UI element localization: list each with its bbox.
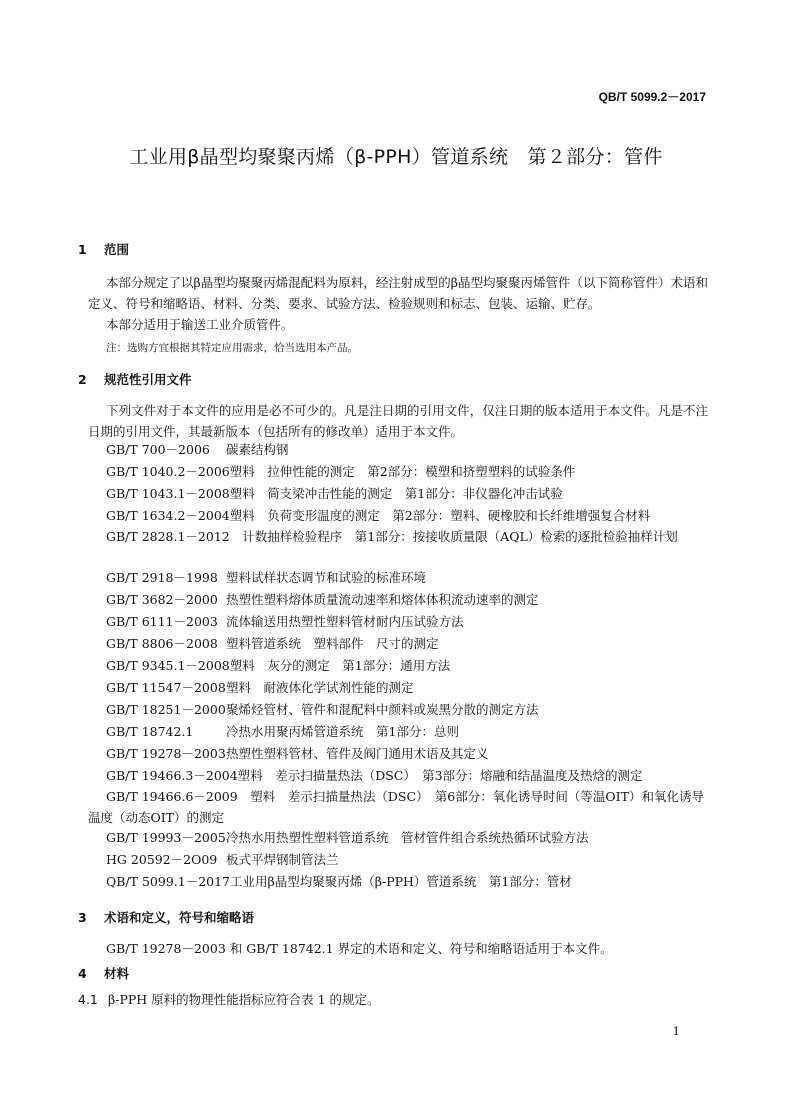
reference-item: GB/T 6111－2003 流体输送用热塑性塑料管材耐内压试验方法: [106, 614, 464, 629]
reference-item: GB/T 3682－2000 热塑性塑料熔体质量流动速率和熔体体积流动速率的测定: [106, 592, 539, 607]
reference-item: GB/T 9345.1－2008塑料 灰分的测定 第1部分：通用方法: [106, 658, 451, 673]
section-2-heading: [78, 370, 192, 388]
section-title: 材料: [104, 966, 130, 981]
section-number: 2: [78, 372, 87, 387]
subsection-4-1: [78, 990, 380, 1008]
page-number: 1: [672, 1024, 680, 1038]
section-title: 规范性引用文件: [104, 372, 192, 387]
reference-item: GB/T 19466.3－2004塑料 差示扫描量热法（DSC） 第3部分：熔融和结晶温度及热焓的测定: [106, 768, 643, 783]
reference-item: GB/T 2918－1998 塑料试样状态调节和试验的标准环境: [106, 570, 427, 585]
reference-item: HG 20592－2O09 板式平焊钢制管法兰: [106, 852, 339, 867]
section-title: 范围: [104, 242, 130, 257]
subsection-number: 4.1: [78, 992, 98, 1007]
reference-item: GB/T 19466.6－2009 塑料 差示扫描量热法（DSC） 第6部分：氧化诱导时间（等温OIT）和氧化诱导温度（动态OIT）的测定: [88, 789, 704, 825]
section-title: 术语和定义，符号和缩略语: [104, 910, 255, 925]
section-number: 1: [78, 242, 87, 257]
document-code: QB/T 5099.2－2017: [598, 90, 706, 104]
reference-item: GB/T 8806－2008 塑料管道系统 塑料部件 尺寸的测定: [106, 636, 439, 651]
reference-item: GB/T 18251－2000聚烯烃管材、管件和混配料中颜料或炭黑分散的测定方法: [106, 702, 539, 717]
section-3-paragraph: GB/T 19278－2003 和 GB/T 18742.1 界定的术语和定义、符号和缩略语适用于本文件。: [106, 941, 613, 956]
section-2-intro: 下列文件对于本文件的应用是必不可少的。凡是注日期的引用文件，仅注日期的版本适用于本文件。凡是不注日期的引用文件，其最新版本（包括所有的修改单）适用于本文件。: [88, 403, 708, 439]
reference-item: GB/T 11547－2008塑料 耐液体化学试剂性能的测定: [106, 680, 414, 695]
reference-item: QB/T 5099.1－2017工业用β晶型均聚聚丙烯（β-PPH）管道系统 第1部分：管材: [106, 874, 572, 889]
section-1-paragraph-2: 本部分适用于输送工业介质管件。: [106, 317, 294, 332]
reference-item: GB/T 1040.2－2006塑料 拉伸性能的测定 第2部分：模塑和挤塑塑料的试验条件: [106, 464, 576, 479]
section-1-note: 注：选购方宜根据其特定应用需求，恰当选用本产品。: [106, 342, 358, 354]
reference-item: GB/T 18742.1 冷热水用聚丙烯管道系统 第1部分：总则: [106, 724, 459, 739]
reference-item: GB/T 2828.1－2012 计数抽样检验程序 第1部分：按接收质量限（AQL）检索的逐批检验抽样计划: [106, 529, 678, 544]
reference-item: GB/T 1043.1－2008塑料 简支梁冲击性能的测定 第1部分：非仪器化冲击试验: [106, 486, 563, 501]
document-title: 工业用β晶型均聚聚丙烯（β-PPH）管道系统 第２部分：管件: [129, 146, 663, 168]
section-1-paragraph-1: 本部分规定了以β晶型均聚聚丙烯混配料为原料，经注射成型的β晶型均聚聚丙烯管件（以下简称管件）术语和定义、符号和缩略语、材料、分类、要求、试验方法、检验规则和标志、包装、运输、贮存。: [88, 275, 708, 311]
section-1-heading: [78, 240, 129, 258]
subsection-text: β-PPH 原料的物理性能指标应符合表 1 的规定。: [108, 992, 380, 1007]
reference-item: GB/T 700－2006 碳素结构钢: [106, 442, 289, 457]
reference-item: GB/T 19993－2005冷热水用热塑性塑料管道系统 管材管件组合系统热循环试验方法: [106, 830, 589, 845]
section-3-heading: [78, 908, 254, 926]
reference-item: GB/T 1634.2－2004塑料 负荷变形温度的测定 第2部分：塑料、硬橡胶和长纤维增强复合材料: [106, 508, 651, 523]
section-4-heading: [78, 964, 129, 982]
section-number: 3: [78, 910, 87, 925]
section-number: 4: [78, 966, 87, 981]
reference-item: GB/T 19278－2003热塑性塑料管材、管件及阀门通用术语及其定义: [106, 746, 489, 761]
